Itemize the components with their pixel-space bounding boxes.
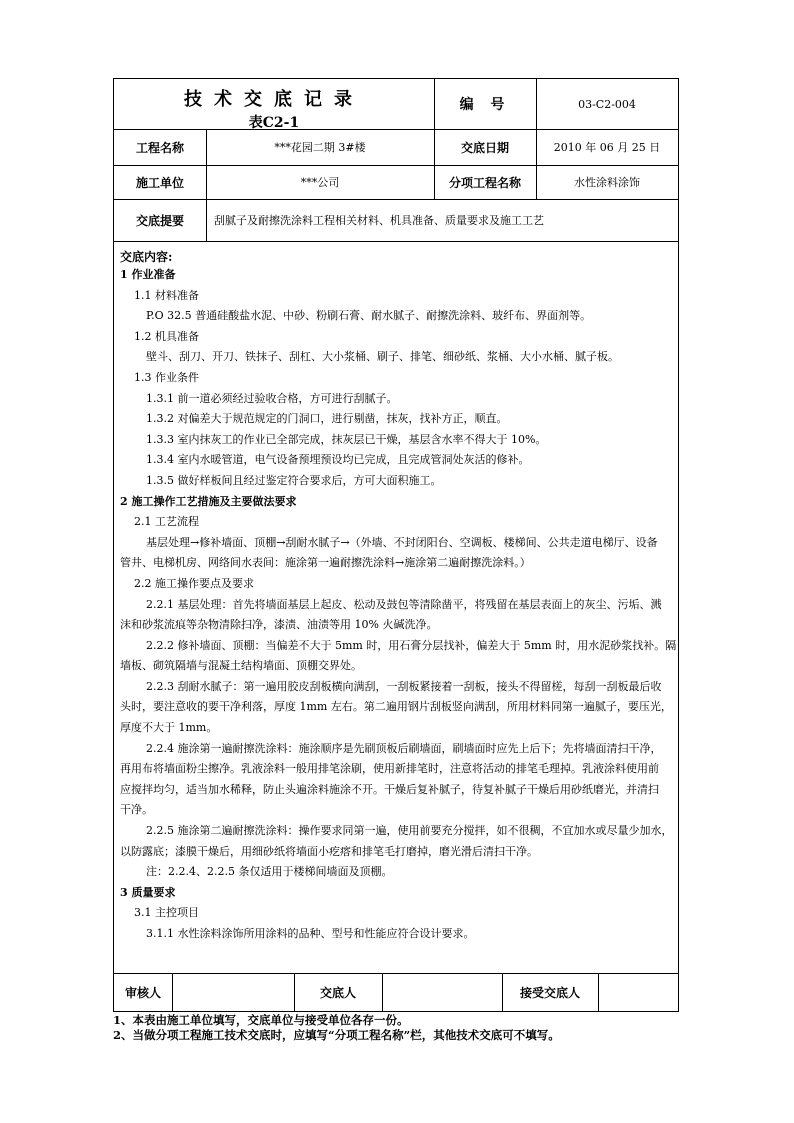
content-line: 1.3 作业条件 xyxy=(134,370,199,384)
footer-notes xyxy=(113,1013,560,1043)
content-line: 沫和砂浆流痕等杂物清除扫净，漆渍、油渍等用 10% 火碱洗净。 xyxy=(120,618,438,632)
content-line: P.O 32.5 普通硅酸盐水泥、中砂、粉刷石膏、耐水腻子、耐擦洗涂料、玻纤布、界面剂等。 xyxy=(146,309,592,323)
content-line: 1.3.2 对偏差大于规范规定的门洞口，进行剔凿，抹灰，找补方正，顺直。 xyxy=(146,412,508,426)
content-line: 2.1 工艺流程 xyxy=(134,515,199,529)
col-divider xyxy=(598,973,599,1011)
number-value: 03-C2-004 xyxy=(578,97,636,111)
col-divider xyxy=(382,973,383,1011)
project-name-value: ***花园二期 3#楼 xyxy=(274,141,366,154)
content-line: 3.1 主控项目 xyxy=(134,906,199,920)
content-line: 2.2.2 修补墙面、顶棚：当偏差不大于 5mm 时，用石膏分层找补，偏差大于 5mm 时，用水泥砂浆找补。隔 xyxy=(146,638,676,652)
content-line: 头时，要注意收的要干净利落，厚度 1mm 左右。第二遍用钢片刮板竖向满刮，所用材料同第一遍腻子，要压光， xyxy=(120,700,672,714)
discloser-label: 交底人 xyxy=(319,985,356,1000)
content-line: 3 质量要求 xyxy=(120,885,176,899)
content-line: 1.3.3 室内抹灰工的作业已全部完成，抹灰层已干燥，基层含水率不得大于 10%。 xyxy=(146,432,547,446)
form-number: 表C2-1 xyxy=(248,115,300,131)
content-line: 注：2.2.4、2.2.5 条仅适用于楼梯间墙面及顶棚。 xyxy=(146,865,393,879)
content-line: 2 施工操作工艺措施及主要做法要求 xyxy=(120,494,297,508)
content-line: 壁斗、刮刀、开刀、铁抹子、刮杠、大小浆桶、刷子、排笔、细砂纸、浆桶、大小水桶、腻子板。 xyxy=(146,350,619,364)
reviewer-label: 审核人 xyxy=(124,985,161,1000)
content-line: 2.2.3 刮耐水腻子：第一遍用胶皮刮板横向满刮，一刮板紧接着一刮板，接头不得留槎，每刮一刮板最后收 xyxy=(146,679,662,693)
summary-label: 交底提要 xyxy=(135,213,184,228)
content-line: 3.1.1 水性涂料涂饰所用涂料的品种、型号和性能应符合设计要求。 xyxy=(146,927,475,940)
receiver-label: 接受交底人 xyxy=(519,985,580,1000)
content-heading: 交底内容: xyxy=(120,249,173,264)
contractor-label: 施工单位 xyxy=(135,175,184,190)
content-line: 墙板、砌筑隔墙与混凝土结构墙面、顶棚交界处。 xyxy=(120,659,362,673)
form-title: 技术交底记录 xyxy=(184,89,364,110)
contractor-value: ***公司 xyxy=(300,176,340,189)
date-value: 2010 年 06 月 25 日 xyxy=(553,141,661,154)
project-name-label: 工程名称 xyxy=(135,140,184,155)
footer-note: 2、当做分项工程施工技术交底时，应填写“分项工程名称”栏，其他技术交底可不填写。 xyxy=(113,1028,560,1042)
content-body xyxy=(120,265,676,945)
content-line: 1.1 材料准备 xyxy=(134,288,199,302)
content-line: 1 作业准备 xyxy=(120,268,176,281)
subproject-value: 水性涂料涂饰 xyxy=(574,176,640,189)
content-line: 再用布将墙面粉尘擦净。乳液涂料一般用排笔涂刷，使用新排笔时，注意将活动的排笔毛理掉。乳液涂料使用前 xyxy=(120,762,659,776)
number-label: 编 号 xyxy=(459,97,511,113)
content-line: 基层处理→修补墙面、顶棚→刮耐水腻子→（外墙、不封闭阳台、空调板、楼梯间、公共走道电梯厅、设备 xyxy=(146,535,658,549)
content-line: 2.2.5 施涂第二遍耐擦洗涂料：操作要求同第一遍，使用前要充分搅拌，如不很稠，不宜加水或尽量少加水， xyxy=(146,824,673,838)
footer-note: 1、本表由施工单位填写，交底单位与接受单位各存一份。 xyxy=(113,1013,409,1027)
subproject-label: 分项工程名称 xyxy=(448,175,521,190)
content-line: 以防露底；漆膜干燥后，用细砂纸将墙面小疙瘩和排笔毛打磨掉，磨光滑后清扫干净。 xyxy=(120,844,538,858)
row-divider xyxy=(114,241,678,242)
content-line: 1.2 机具准备 xyxy=(134,329,199,343)
content-line: 1.3.5 做好样板间且经过鉴定符合要求后，方可大面积施工。 xyxy=(146,473,442,487)
content-line: 厚度不大于 1mm。 xyxy=(120,721,218,735)
disclosure-form xyxy=(113,78,679,1012)
summary-value: 刮腻子及耐擦洗涂料工程相关材料、机具准备、质量要求及施工工艺 xyxy=(214,214,544,227)
content-line: 1.3.4 室内水暖管道，电气设备预埋预设均已完成，且完成管洞处灰活的修补。 xyxy=(146,453,530,467)
content-line: 2.2.4 施涂第一遍耐擦洗涂料：施涂顺序是先刷顶板后刷墙面，刷墙面时应先上后下；先将墙面清扫干净， xyxy=(146,741,662,755)
content-line: 干净。 xyxy=(120,803,153,817)
col-divider xyxy=(172,973,173,1011)
content-line: 管井、电梯机房、网络间水表间：施涂第一遍耐擦洗涂料→施涂第二遍耐擦洗涂料。） xyxy=(120,556,531,570)
content-line: 2.2 施工操作要点及要求 xyxy=(134,576,254,590)
content-line: 应搅拌均匀，适当加水稀释，防止头遍涂料施涂不开。干燥后复补腻子，待复补腻子干燥后用砂纸磨光，并清扫 xyxy=(120,782,659,796)
content-line: 1.3.1 前一道必须经过验收合格，方可进行刮腻子。 xyxy=(146,391,398,405)
date-label: 交底日期 xyxy=(460,140,509,155)
content-line: 2.2.1 基层处理：首先将墙面基层上起皮、松动及鼓包等清除凿平，将残留在基层表面上的灰尘、污垢、溅 xyxy=(146,597,662,611)
